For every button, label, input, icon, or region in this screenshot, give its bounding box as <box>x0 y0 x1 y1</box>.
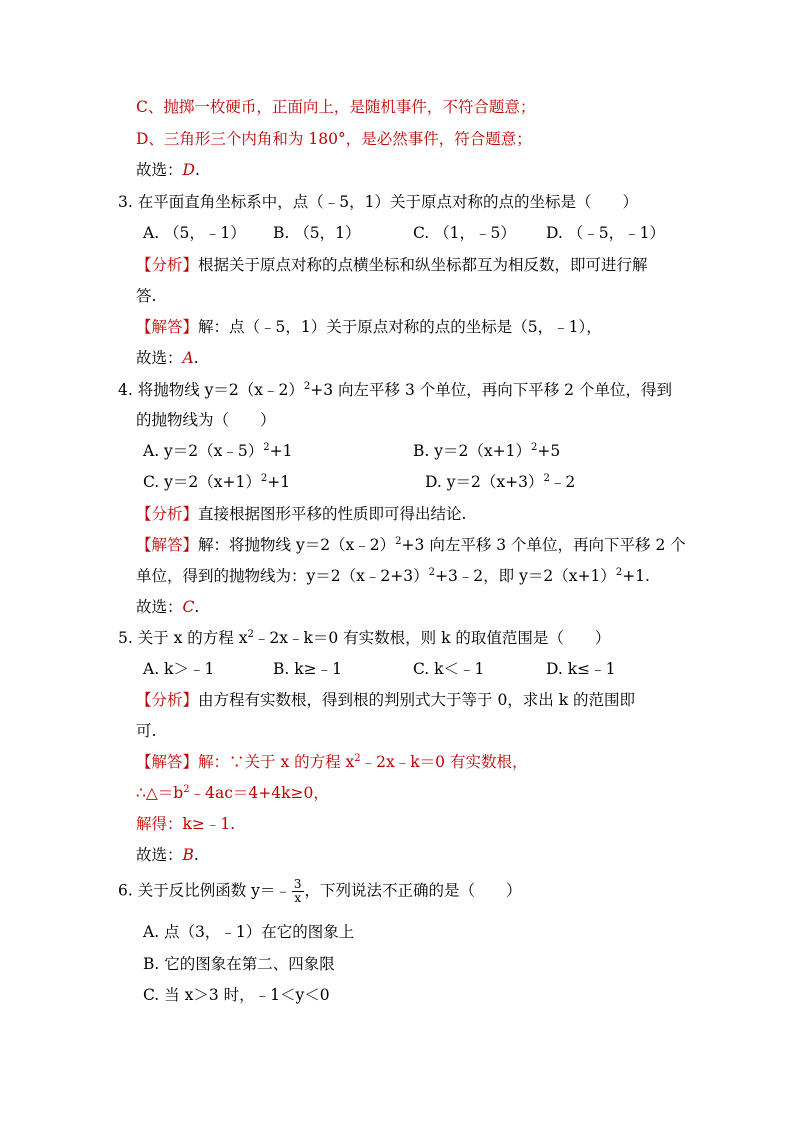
q5-option-b: B. k≥﹣1 <box>273 660 342 678</box>
q4-answer: 故选：C. <box>136 598 200 616</box>
q5-result: 解得：k≥﹣1. <box>136 815 236 833</box>
q4-option-d: D. $y=2(x+3)^2﹣2$ <box>425 473 576 491</box>
q5-analysis: 【分析】由方程有实数根，得到根的判别式大于等于 0，求出 k 的范围即 <box>136 691 636 709</box>
q6-stem: 6. 关于反比例函数 y＝﹣ $\frac{3}{x}$ ，下列说法不正确的是（ ） <box>118 877 522 905</box>
q4-option-a: A. y＝2（x﹣5）$^2$+1 <box>143 442 293 460</box>
q6-option-c: C. 当 x＞3 时，﹣1＜y＜0 <box>143 986 330 1004</box>
analysis-tag: 【分析】 <box>136 256 199 274</box>
q5-answer: 故选：B. <box>136 846 199 864</box>
q4-stem: 4. 将抛物线 y＝2（x﹣2）$^2$+3 向左平移 3 个单位，再向下平移 2 个单位，得到 <box>118 381 672 399</box>
fraction: $\frac{3}{x}$ <box>293 877 302 905</box>
q3-option-a: A. （5，﹣1） <box>143 224 246 242</box>
q3-answer-letter: A <box>182 349 194 367</box>
q3-option-b: B. （5，1） <box>273 224 361 242</box>
q2-answer: 故选：D. <box>136 161 200 179</box>
q6-option-a: A. 点（3，﹣1）在它的图象上 <box>143 923 355 941</box>
analysis-tag: 【分析】 <box>136 505 199 523</box>
q4-solution-cont: 单位，得到的抛物线为：y＝2（x﹣2+3）$^2$+3﹣2，即 $y=2(x+1)^2+1$. <box>136 567 650 585</box>
q2-answer-letter: D <box>182 161 195 179</box>
q2-option-c-explanation: C、抛掷一枚硬币，正面向上，是随机事件，不符合题意； <box>136 98 536 116</box>
q2-option-d-explanation: D、三角形三个内角和为 180°，是必然事件，符合题意； <box>136 130 532 148</box>
q4-analysis: 【分析】直接根据图形平移的性质即可得出结论. <box>136 505 467 523</box>
solution-tag: 【解答】 <box>136 753 199 771</box>
q3-solution: 【解答】解：点（﹣5，1）关于原点对称的点的坐标是（5，﹣1）， <box>136 318 602 336</box>
q4-solution: 【解答】解：将抛物线 y＝2（x﹣2）$^2$+3 向左平移 3 个单位，再向下平移 2 个 <box>136 536 686 554</box>
q3-option-c: C. （1，﹣5） <box>413 224 516 242</box>
analysis-tag: 【分析】 <box>136 691 199 709</box>
q4-option-b: B. $y=2(x+1)^2+5$ <box>413 442 561 460</box>
q3-option-d: D. （﹣5，﹣1） <box>546 224 665 242</box>
q3-answer: 故选：A. <box>136 349 199 367</box>
solution-tag: 【解答】 <box>136 536 199 554</box>
q5-solution: 【解答】解：∵关于 x 的方程 $x^2﹣2x﹣k=0$ 有实数根， <box>136 753 528 771</box>
q5-option-c: C. k＜﹣1 <box>413 660 485 678</box>
q5-stem: 5. 关于 x 的方程 $x^2﹣2x﹣k=0$ 有实数根，则 k 的取值范围是（ ） <box>118 629 611 647</box>
q5-option-d: D. k≤﹣1 <box>546 660 616 678</box>
q5-answer-letter: B <box>182 846 194 864</box>
q4-option-c: C. $y=2(x+1)^2+1$ <box>143 473 291 491</box>
q3-analysis-cont: 答. <box>136 287 157 305</box>
q3-stem: 3. 在平面直角坐标系中，点（﹣5，1）关于原点对称的点的坐标是（ ） <box>118 193 638 211</box>
q5-option-a: A. k＞﹣1 <box>143 660 215 678</box>
q3-analysis: 【分析】根据关于原点对称的点横坐标和纵坐标都互为相反数，即可进行解 <box>136 256 648 274</box>
q4-answer-letter: C <box>182 598 195 616</box>
q5-analysis-cont: 可. <box>136 722 157 740</box>
q6-option-b: B. 它的图象在第二、四象限 <box>143 955 335 973</box>
solution-tag: 【解答】 <box>136 318 199 336</box>
q4-stem-cont: 的抛物线为（ ） <box>136 411 276 429</box>
q5-discriminant: $\therefore\triangle=b^2﹣4ac=4+4k\ge 0$， <box>136 784 329 802</box>
